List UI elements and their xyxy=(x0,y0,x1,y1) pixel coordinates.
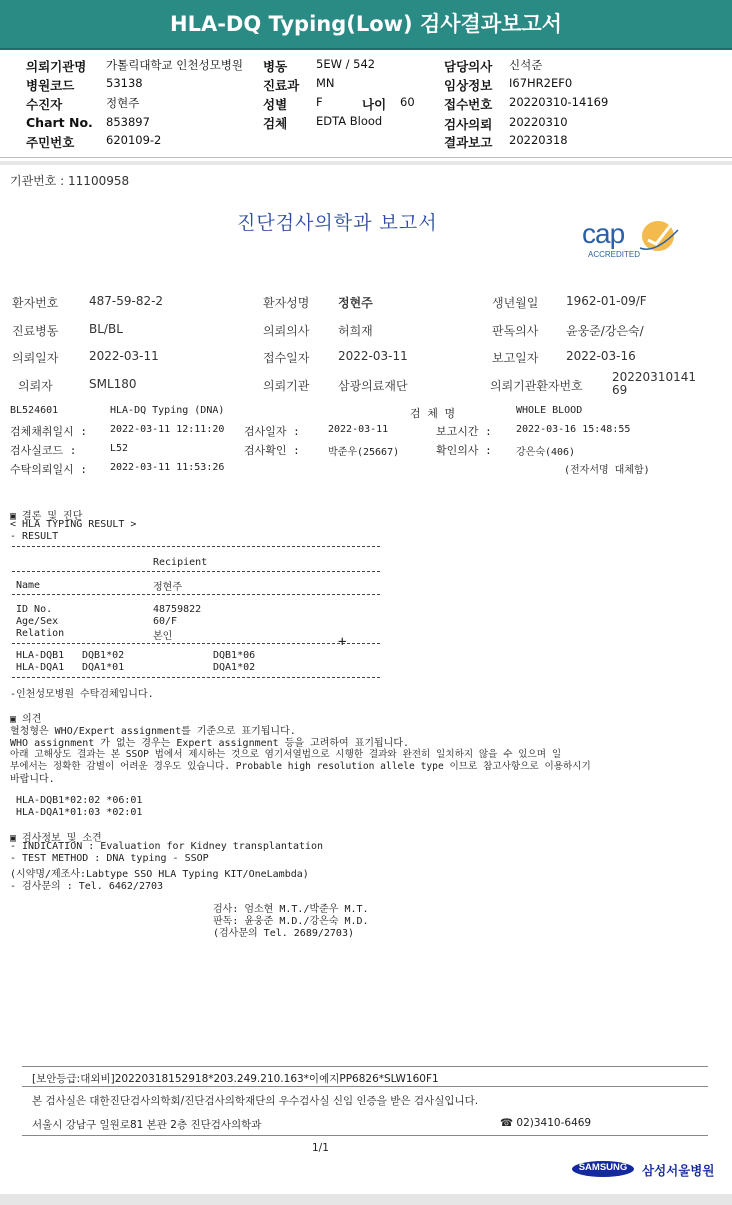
field-label: 진료과 xyxy=(263,78,300,93)
patient-label: 접수일자 xyxy=(263,351,310,365)
field-value: 신석준 xyxy=(509,58,543,72)
field-label: 검사의뢰 xyxy=(444,117,493,132)
patient-value: 삼광의료재단 xyxy=(338,379,408,393)
phone-text: ☎ 02)3410-6469 xyxy=(500,1117,592,1129)
receive-label: 수탁의뢰일시 : xyxy=(10,463,88,476)
id-value: 48759822 xyxy=(153,604,202,615)
info-line: (시약명/제조사:Labtype SSO HLA Typing KIT/OneLambda) xyxy=(10,869,309,880)
signature-line: 검사: 엄소현 M.T./박준우 M.T. xyxy=(213,904,369,915)
info-line: - TEST METHOD : DNA typing - SSOP xyxy=(10,853,209,864)
table-rule xyxy=(12,571,380,572)
footer-rule xyxy=(22,1066,708,1067)
field-value: 20220318 xyxy=(509,133,568,147)
field-value: F xyxy=(316,95,323,109)
test-date-label: 검사일자 : xyxy=(244,425,300,438)
info-line: - 검사문의 : Tel. 6462/2703 xyxy=(10,881,164,892)
patient-value: 487-59-82-2 xyxy=(89,294,164,308)
footer-rule xyxy=(22,1086,708,1087)
field-label: 의뢰기관명 xyxy=(26,59,87,74)
field-label: 나이 xyxy=(362,97,387,112)
name-value: 정현주 xyxy=(153,582,182,593)
report-banner-title: HLA-DQ Typing(Low) 검사결과보고서 xyxy=(170,12,562,36)
field-label: 수진자 xyxy=(26,97,63,112)
field-label: 병동 xyxy=(263,59,288,74)
opinion-line: 부에서는 정확한 감별이 어려운 경우도 있습니다. Probable high resolution allele type 이므로 참고사항으로 이용하시기 xyxy=(10,761,591,772)
patient-label: 환자번호 xyxy=(12,296,59,310)
page-bottom-gap xyxy=(0,1194,732,1205)
patient-value: 2022031014169 xyxy=(612,370,696,397)
field-label: Chart No. xyxy=(26,115,93,130)
field-value: 53138 xyxy=(106,76,143,90)
patient-value: 허희재 xyxy=(338,324,373,338)
cap-accredited-logo xyxy=(580,214,680,262)
patient-value: 정현주 xyxy=(338,296,373,310)
table-column-head: Recipient xyxy=(153,557,208,568)
cap-logo-sub: ACCREDITED xyxy=(588,250,641,259)
page-number: 1/1 xyxy=(312,1142,329,1154)
id-label: ID No. xyxy=(16,604,53,615)
typing-allele: DQB1*02 xyxy=(82,650,125,661)
patient-label: 진료병동 xyxy=(12,324,59,338)
patient-value: 2022-03-11 xyxy=(338,349,408,363)
result-note: -인천성모병원 수탁검체입니다. xyxy=(10,689,154,700)
name-label: Name xyxy=(16,580,41,591)
patient-value: 2022-03-16 xyxy=(566,349,636,363)
patient-label: 보고일자 xyxy=(492,351,539,365)
certification-text: 본 검사실은 대한진단검사의학회/진단검사의학재단의 우수검사실 신임 인증을 받은 검사실입니다. xyxy=(32,1095,479,1107)
patient-label: 의뢰기관환자번호 xyxy=(490,379,583,393)
age-value: 60/F xyxy=(153,616,178,627)
allele-line: HLA-DQB1*02:02 *06:01 xyxy=(16,795,143,806)
specimen-value: WHOLE BLOOD xyxy=(516,405,583,416)
field-label: 성별 xyxy=(263,97,288,112)
opinion-line: 아래 고해상도 결과는 본 SSOP 법에서 제시하는 것으로 염기서열법으로 시행한 결과와 완전히 일치하지 않을 수 있으며 일 xyxy=(10,749,562,760)
table-rule xyxy=(12,594,380,595)
typing-allele: DQA1*02 xyxy=(213,662,256,673)
report-title: 진단검사의학과 보고서 xyxy=(237,212,438,234)
field-value: 620109-2 xyxy=(106,133,162,147)
field-value: 60 xyxy=(400,95,415,109)
crosshair-cursor: + xyxy=(338,634,347,650)
security-line: [보안등급:대외비]20220318152918*203.249.210.163*이예지PP6826*SLW160F1 xyxy=(32,1073,439,1085)
address-text: 서울시 강남구 일원로81 본관 2층 진단검사의학과 xyxy=(32,1119,262,1131)
field-value: 853897 xyxy=(106,115,150,129)
opinion-line: 혈청형은 WHO/Expert assignment를 기준으로 표기됩니다. xyxy=(10,726,296,737)
collect-label: 검체채취일시 : xyxy=(10,425,88,438)
table-rule xyxy=(12,677,380,678)
age-label: Age/Sex xyxy=(16,616,59,627)
typing-locus: HLA-DQA1 xyxy=(16,662,65,673)
table-rule xyxy=(12,546,380,547)
field-label: 주민번호 xyxy=(26,135,75,150)
result-section-title: ▣ 결론 및 진단 xyxy=(10,511,83,522)
field-value: 정현주 xyxy=(106,96,140,110)
typing-allele: DQA1*01 xyxy=(82,662,125,673)
lab-number: 기관번호 : 11100958 xyxy=(10,174,130,188)
field-label: 병원코드 xyxy=(26,78,75,93)
patient-label: 의뢰의사 xyxy=(263,324,310,338)
patient-value: 윤웅준/강은숙/ xyxy=(566,324,644,338)
footer-rule xyxy=(22,1135,708,1136)
test-name: HLA-DQ Typing (DNA) xyxy=(110,405,225,416)
field-value: 5EW / 542 xyxy=(316,57,376,71)
signature-line: 판독: 윤웅준 M.D./강은숙 M.D. xyxy=(213,916,369,927)
field-value: 가톨릭대학교 인천성모병원 xyxy=(106,58,243,72)
patient-label: 판독의사 xyxy=(492,324,539,338)
allele-line: HLA-DQA1*01:03 *02:01 xyxy=(16,807,143,818)
field-label: 검체 xyxy=(263,116,288,131)
header-divider xyxy=(0,157,732,158)
field-label: 임상정보 xyxy=(444,78,493,93)
cap-logo-text: cap xyxy=(582,218,625,249)
room-value: L52 xyxy=(110,443,129,454)
receive-value: 2022-03-11 11:53:26 xyxy=(110,462,225,473)
signature-line: (검사문의 Tel. 2689/2703) xyxy=(213,928,354,939)
typing-allele: DQB1*06 xyxy=(213,650,256,661)
test-date-value: 2022-03-11 xyxy=(328,424,389,435)
hospital-name: 삼성서울병원 xyxy=(642,1163,715,1178)
patient-value: SML180 xyxy=(89,377,137,391)
info-line: - INDICATION : Evaluation for Kidney transplantation xyxy=(10,841,324,852)
field-value: I67HR2EF0 xyxy=(509,76,573,90)
page-gap xyxy=(0,161,732,165)
report-time-label: 보고시간 : xyxy=(436,425,492,438)
doctor-value: 강은숙(406) xyxy=(516,447,576,458)
opinion-line: 바랍니다. xyxy=(10,774,55,785)
patient-label: 의뢰기관 xyxy=(263,379,310,393)
field-value: MN xyxy=(316,76,335,90)
patient-value: 2022-03-11 xyxy=(89,349,159,363)
info-section-title: ▣ 검사정보 및 소견 xyxy=(10,833,102,844)
field-value: 20220310-14169 xyxy=(509,95,609,109)
patient-label: 의뢰자 xyxy=(18,379,53,393)
field-value: 20220310 xyxy=(509,115,568,129)
samsung-logo-text: SAMSUNG xyxy=(578,1162,628,1173)
confirm-value: 박준우(25667) xyxy=(328,447,400,458)
relation-value: 본인 xyxy=(153,631,173,642)
field-value: EDTA Blood xyxy=(316,114,383,128)
opinion-section-title: ▣ 의견 xyxy=(10,714,42,725)
result-subtitle: - RESULT xyxy=(10,531,59,542)
patient-label: 생년월일 xyxy=(492,296,539,310)
samsung-logo xyxy=(572,1160,634,1178)
report-time-value: 2022-03-16 15:48:55 xyxy=(516,424,631,435)
field-label: 접수번호 xyxy=(444,97,493,112)
table-rule xyxy=(12,643,380,644)
patient-label: 환자성명 xyxy=(263,296,310,310)
test-code: BL524601 xyxy=(10,405,59,416)
patient-label: 의뢰일자 xyxy=(12,351,59,365)
confirm-label: 검사확인 : xyxy=(244,444,300,457)
opinion-line: WHO assignment 가 없는 경우는 Expert assignment 등을 고려하여 표기됩니다. xyxy=(10,738,410,749)
patient-value: BL/BL xyxy=(89,322,123,336)
room-label: 검사실코드 : xyxy=(10,444,77,457)
collect-value: 2022-03-11 12:11:20 xyxy=(110,424,225,435)
field-label: 결과보고 xyxy=(444,135,493,150)
specimen-label: 검 체 명 xyxy=(410,407,456,420)
field-label: 담당의사 xyxy=(444,59,493,74)
esign-note: (전자서명 대체함) xyxy=(564,465,650,476)
relation-label: Relation xyxy=(16,628,65,639)
patient-value: 1962-01-09/F xyxy=(566,294,647,308)
doctor-label: 확인의사 : xyxy=(436,444,492,457)
result-subtitle: < HLA TYPING RESULT > xyxy=(10,519,137,530)
typing-locus: HLA-DQB1 xyxy=(16,650,65,661)
